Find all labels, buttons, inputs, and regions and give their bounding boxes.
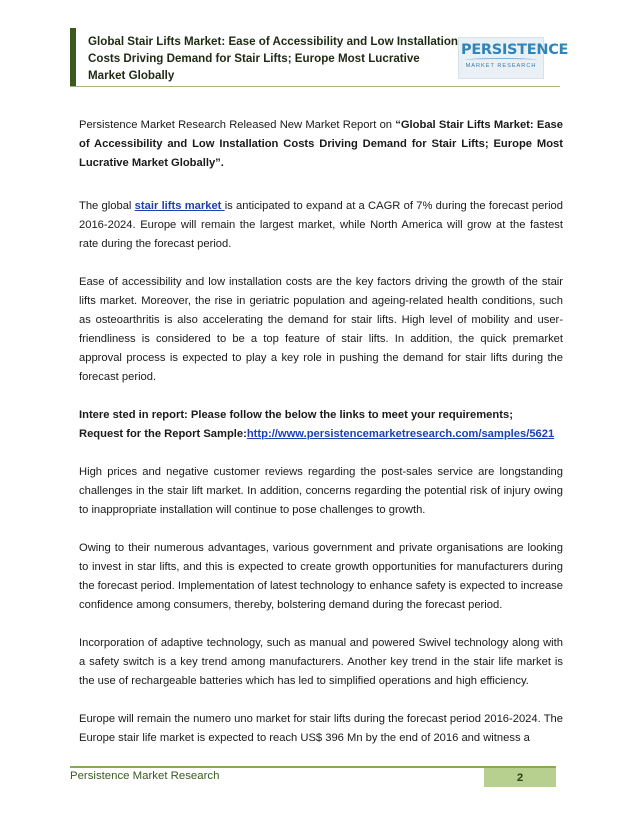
sample-report-link[interactable]: http://www.persistencemarketresearch.com/samples/5621 — [246, 428, 555, 440]
paragraph-drivers: Ease of accessibility and low installation costs are the key factors driving the growth of the stair lifts market. Moreover, the rise in geriatric population and ageing-related health conditions, such as osteoarthritis is also accelerating the demand for stair lifts. High level of mobility and user-friendliness is considered to be a top feature of stair lifts. In addition, the quick premarket approval process is expected to play a key role in pushing the demand for stair lifts during the forecast period. — [79, 276, 563, 383]
paragraph-intro — [79, 116, 563, 173]
logo-wordmark: PERSISTENCE — [461, 42, 569, 58]
footer-company: Persistence Market Research — [70, 770, 220, 782]
cagr-before: The global — [79, 200, 135, 212]
document-body — [79, 116, 563, 748]
page-footer — [70, 766, 556, 787]
header-divider — [70, 86, 560, 87]
intro-report-title: “Global Stair Lifts Market: Ease of Accessibility and Low Installation Costs Driving Demand for Stair Lifts; Europe Most Lucrative Market Globally”. — [79, 119, 563, 169]
sample-label: Request for the Report Sample: — [79, 428, 247, 440]
paragraph-opportunities: Owing to their numerous advantages, various government and private organisations are looking to invest in star lifts, and this is expected to create growth opportunities for manufacturers during the forecast period. Implementation of latest technology to enhance safety is expected to increase confidence among consumers, thereby, bolstering demand during the forecast period. — [79, 542, 563, 611]
logo-arc — [465, 58, 537, 62]
header-accent-bar — [70, 28, 76, 86]
cagr-after: is anticipated to expand at a CAGR of 7% during the forecast period 2016-2024. Europe will remain the largest market, while North America will grow at the fastest rate during the forecast period. — [79, 200, 563, 250]
header-title: Global Stair Lifts Market: Ease of Accessibility and Low Installation Costs Driving Demand for Stair Lifts; Europe Most Lucrative Market Globally — [88, 35, 459, 82]
logo-tagline: MARKET RESEARCH — [465, 63, 537, 69]
page-header — [70, 28, 459, 86]
company-logo — [458, 37, 569, 79]
paragraph-sample-request — [79, 406, 563, 444]
paragraph-challenges: High prices and negative customer reviews regarding the post-sales service are longstanding challenges in the stair lift market. In addition, concerns regarding the potential risk of injury owing to inappropriate installation will continue to pose challenges to growth. — [79, 466, 563, 516]
interest-line: Intere sted in report: Please follow the below the links to meet your requirements; — [79, 409, 513, 421]
page-number: 2 — [484, 768, 556, 787]
paragraph-cagr — [79, 197, 563, 254]
paragraph-trends: Incorporation of adaptive technology, such as manual and powered Swivel technology along with a safety switch is a key trend among manufacturers. Another key trend in the stair life market is the use of rechargeable batteries which has led to simplified operations and high efficiency. — [79, 637, 563, 687]
paragraph-europe: Europe will remain the numero uno market for stair lifts during the forecast period 2016-2024. The Europe stair life market is expected to reach US$ 396 Mn by the end of 2016 and witness a — [79, 713, 563, 744]
stair-lifts-market-link[interactable]: stair lifts market — [134, 200, 225, 212]
intro-lead: Persistence Market Research Released New Market Report on — [79, 119, 396, 131]
